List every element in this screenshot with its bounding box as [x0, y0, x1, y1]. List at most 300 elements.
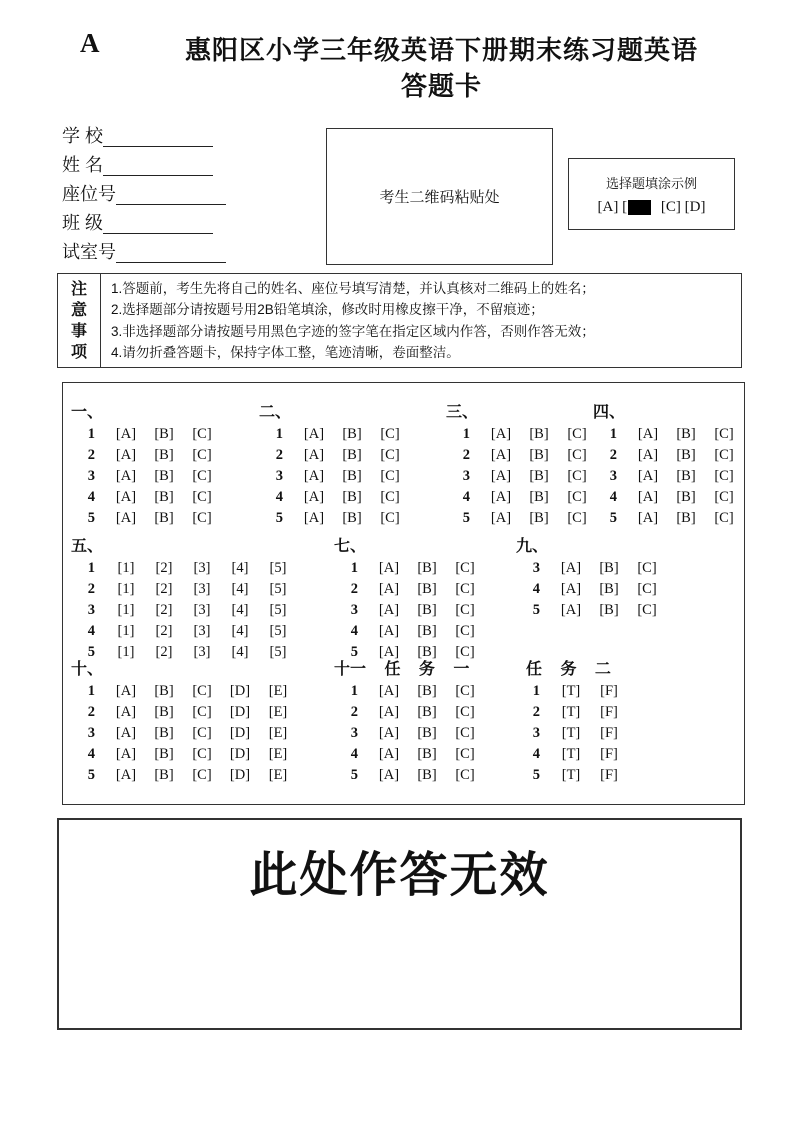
answer-bubble[interactable]: [1] [117, 560, 135, 576]
answer-bubble[interactable]: [C] [714, 510, 734, 526]
answer-bubble[interactable]: [5] [269, 644, 287, 660]
answer-row [334, 579, 484, 600]
answer-bubble[interactable]: [A] [115, 426, 137, 442]
answer-bubble[interactable]: [D] [229, 725, 251, 741]
answer-bubble[interactable]: [F] [600, 725, 618, 741]
notice-label-char: 项 [70, 343, 87, 361]
answer-row [259, 487, 409, 508]
student-field-label: 座位号 [62, 184, 116, 204]
answer-bubble[interactable]: [A] [490, 489, 512, 505]
question-number: 2 [87, 581, 95, 597]
answer-bubble[interactable]: [A] [115, 468, 137, 484]
question-number: 2 [275, 447, 283, 463]
section-title: 四、 [593, 404, 626, 421]
answer-bubble[interactable]: [C] [567, 447, 587, 463]
answer-bubble[interactable]: [A] [378, 581, 400, 597]
question-number: 3 [609, 468, 617, 484]
question-number: 4 [87, 623, 95, 639]
question-number: 4 [87, 746, 95, 762]
answer-bubble[interactable]: [B] [417, 602, 437, 618]
section-title: 十、 [71, 661, 104, 678]
answer-bubble[interactable]: [B] [417, 725, 437, 741]
answer-bubble[interactable]: [A] [115, 746, 137, 762]
question-number: 2 [87, 704, 95, 720]
answer-section [516, 658, 628, 786]
answer-bubble[interactable]: [B] [154, 468, 174, 484]
answer-bubble[interactable]: [2] [155, 602, 173, 618]
question-number: 2 [609, 447, 617, 463]
answer-row [334, 621, 484, 642]
question-number: 5 [87, 510, 95, 526]
answer-bubble[interactable]: [1] [117, 602, 135, 618]
answer-bubble[interactable]: [C] [192, 489, 212, 505]
answer-section [71, 658, 297, 786]
answer-bubble[interactable]: [A] [490, 426, 512, 442]
section-title: 二、 [259, 404, 292, 421]
question-number: 1 [87, 560, 95, 576]
answer-bubble[interactable]: [B] [599, 560, 619, 576]
answer-bubble[interactable]: [C] [567, 426, 587, 442]
answer-bubble[interactable]: [C] [455, 560, 475, 576]
question-number: 5 [609, 510, 617, 526]
answer-bubble[interactable]: [2] [155, 644, 173, 660]
answer-bubble[interactable]: [C] [192, 426, 212, 442]
notice-label-char: 注 [70, 280, 87, 298]
answer-bubble[interactable]: [3] [193, 623, 211, 639]
fill-example-suffix: [C] [D] [657, 198, 706, 215]
question-number: 4 [532, 581, 540, 597]
answer-bubble[interactable]: [A] [637, 489, 659, 505]
answer-row [71, 765, 297, 786]
answer-section [71, 535, 297, 663]
question-number: 2 [87, 447, 95, 463]
answer-section [516, 535, 666, 621]
question-number: 3 [87, 602, 95, 618]
answer-bubble[interactable]: [F] [600, 767, 618, 783]
answer-bubble[interactable]: [A] [378, 644, 400, 660]
answer-bubble[interactable]: [E] [268, 767, 288, 783]
question-number: 1 [462, 426, 470, 442]
answer-section [71, 401, 221, 529]
answer-bubble[interactable]: [C] [455, 767, 475, 783]
question-number: 2 [462, 447, 470, 463]
answer-bubble[interactable]: [B] [417, 704, 437, 720]
section-title: 十一 任 务 一 [334, 661, 470, 678]
answer-row [516, 765, 628, 786]
answer-bubble[interactable]: [C] [380, 489, 400, 505]
answer-bubble[interactable]: [A] [378, 725, 400, 741]
answer-bubble[interactable]: [C] [192, 746, 212, 762]
answer-row [516, 579, 666, 600]
answer-bubble[interactable]: [A] [637, 426, 659, 442]
answer-bubble[interactable]: [A] [378, 560, 400, 576]
answer-bubble[interactable]: [4] [231, 644, 249, 660]
answer-row [593, 508, 743, 529]
answer-bubble[interactable]: [B] [676, 510, 696, 526]
answer-bubble[interactable]: [C] [714, 426, 734, 442]
question-number: 4 [462, 489, 470, 505]
page-title-line1: 惠阳区小学三年级英语下册期末练习题英语 [184, 35, 698, 65]
answer-bubble[interactable]: [4] [231, 602, 249, 618]
answer-bubble[interactable]: [B] [417, 746, 437, 762]
answer-row [71, 424, 221, 445]
answer-bubble[interactable]: [C] [455, 644, 475, 660]
answer-row [259, 466, 409, 487]
answer-row [71, 744, 297, 765]
answer-bubble[interactable]: [B] [154, 704, 174, 720]
answer-row [71, 579, 297, 600]
answer-bubble[interactable]: [C] [192, 767, 212, 783]
question-number: 3 [87, 468, 95, 484]
answer-row [71, 702, 297, 723]
answer-bubble[interactable]: [B] [676, 426, 696, 442]
answer-row [71, 445, 221, 466]
question-number: 1 [275, 426, 283, 442]
answer-bubble[interactable]: [5] [269, 581, 287, 597]
answer-row [446, 424, 596, 445]
answer-bubble[interactable]: [C] [455, 602, 475, 618]
answer-bubble[interactable]: [A] [115, 704, 137, 720]
answer-row [334, 558, 484, 579]
answer-bubble[interactable]: [A] [378, 746, 400, 762]
notice-label-char: 事 [70, 322, 87, 340]
fill-example-prefix: [A] [ [597, 198, 628, 215]
answer-row [593, 466, 743, 487]
invalid-answer-text: 此处作答无效 [249, 849, 550, 902]
student-field-write-line[interactable] [103, 214, 213, 234]
answer-row [516, 681, 628, 702]
question-number: 1 [87, 426, 95, 442]
answer-bubble[interactable]: [B] [342, 426, 362, 442]
answer-row [259, 445, 409, 466]
question-number: 1 [350, 560, 358, 576]
question-number: 1 [532, 683, 540, 699]
answer-bubble[interactable]: [A] [303, 468, 325, 484]
answer-row [334, 744, 484, 765]
answer-bubble[interactable]: [B] [417, 644, 437, 660]
answer-bubble[interactable]: [A] [637, 468, 659, 484]
answer-bubble[interactable]: [A] [115, 725, 137, 741]
answer-row [334, 600, 484, 621]
question-number: 5 [87, 767, 95, 783]
answer-bubble[interactable]: [2] [155, 581, 173, 597]
answer-bubble[interactable]: [D] [229, 683, 251, 699]
student-field-row [62, 234, 226, 263]
question-number: 2 [350, 704, 358, 720]
answer-bubble[interactable]: [B] [154, 725, 174, 741]
answer-section [446, 401, 596, 529]
answer-bubble[interactable]: [B] [676, 447, 696, 463]
answer-bubble[interactable]: [B] [154, 426, 174, 442]
student-field-row [62, 176, 226, 205]
answer-bubble[interactable]: [F] [600, 704, 618, 720]
answer-bubble[interactable]: [C] [714, 447, 734, 463]
question-number: 1 [350, 683, 358, 699]
answer-grid [62, 382, 745, 805]
question-number: 4 [609, 489, 617, 505]
answer-bubble[interactable]: [2] [155, 623, 173, 639]
answer-bubble[interactable]: [A] [490, 510, 512, 526]
answer-bubble[interactable]: [5] [269, 560, 287, 576]
student-field-row [62, 118, 226, 147]
question-number: 5 [87, 644, 95, 660]
answer-bubble[interactable]: [5] [269, 602, 287, 618]
answer-bubble[interactable]: [B] [529, 426, 549, 442]
answer-bubble[interactable]: [B] [154, 489, 174, 505]
answer-bubble[interactable]: [C] [455, 623, 475, 639]
student-info-fields [62, 118, 226, 263]
question-number: 4 [275, 489, 283, 505]
answer-row [516, 600, 666, 621]
answer-bubble[interactable]: [C] [380, 510, 400, 526]
question-number: 3 [87, 725, 95, 741]
answer-bubble[interactable]: [D] [229, 704, 251, 720]
page-title [90, 32, 793, 104]
answer-bubble[interactable]: [C] [455, 725, 475, 741]
answer-row [71, 508, 221, 529]
question-number: 3 [350, 602, 358, 618]
answer-bubble[interactable]: [4] [231, 560, 249, 576]
answer-bubble[interactable]: [B] [154, 510, 174, 526]
question-number: 5 [350, 767, 358, 783]
answer-bubble[interactable]: [B] [417, 623, 437, 639]
answer-bubble[interactable]: [A] [303, 447, 325, 463]
answer-row [446, 508, 596, 529]
answer-bubble[interactable]: [T] [561, 704, 581, 720]
question-number: 5 [350, 644, 358, 660]
question-number: 3 [350, 725, 358, 741]
filled-bubble-example [628, 200, 651, 215]
answer-bubble[interactable]: [A] [378, 767, 400, 783]
answer-bubble[interactable]: [C] [380, 468, 400, 484]
answer-row [259, 508, 409, 529]
notice-label [58, 274, 101, 367]
invalid-answer-area [57, 818, 742, 1030]
answer-bubble[interactable]: [B] [417, 560, 437, 576]
answer-bubble[interactable]: [C] [714, 468, 734, 484]
student-field-write-line[interactable] [103, 127, 213, 147]
answer-bubble[interactable]: [A] [115, 510, 137, 526]
student-field-write-line[interactable] [103, 156, 213, 176]
answer-section [259, 401, 409, 529]
answer-row [446, 445, 596, 466]
answer-bubble[interactable]: [C] [192, 510, 212, 526]
answer-bubble[interactable]: [A] [637, 447, 659, 463]
answer-bubble[interactable]: [A] [115, 447, 137, 463]
answer-bubble[interactable]: [C] [567, 510, 587, 526]
answer-bubble[interactable]: [B] [529, 447, 549, 463]
answer-row [446, 466, 596, 487]
answer-section [593, 401, 743, 529]
question-number: 4 [350, 746, 358, 762]
question-number: 5 [532, 767, 540, 783]
answer-bubble[interactable]: [T] [561, 767, 581, 783]
notice-item: 1.答题前，考生先将自己的姓名、座位号填写清楚，并认真核对二维码上的姓名； [111, 280, 595, 296]
answer-bubble[interactable]: [C] [380, 426, 400, 442]
answer-section [334, 658, 484, 786]
answer-bubble[interactable]: [B] [417, 767, 437, 783]
answer-row [334, 681, 484, 702]
question-number: 3 [532, 725, 540, 741]
answer-bubble[interactable]: [3] [193, 602, 211, 618]
answer-bubble[interactable]: [1] [117, 644, 135, 660]
answer-bubble[interactable]: [C] [455, 683, 475, 699]
answer-bubble[interactable]: [C] [567, 468, 587, 484]
exam-version-letter: A [80, 28, 100, 58]
answer-bubble[interactable]: [E] [268, 725, 288, 741]
answer-bubble[interactable]: [4] [231, 581, 249, 597]
answer-row [259, 424, 409, 445]
answer-bubble[interactable]: [B] [342, 447, 362, 463]
answer-row [593, 424, 743, 445]
page-title-line2: 答题卡 [400, 71, 482, 101]
notice-items [101, 274, 741, 367]
answer-bubble[interactable]: [T] [561, 746, 581, 762]
answer-bubble[interactable]: [4] [231, 623, 249, 639]
student-field-label: 学 校 [62, 126, 104, 146]
answer-row [71, 621, 297, 642]
answer-bubble[interactable]: [3] [193, 581, 211, 597]
student-field-row [62, 205, 226, 234]
answer-bubble[interactable]: [B] [154, 447, 174, 463]
answer-bubble[interactable]: [1] [117, 623, 135, 639]
answer-bubble[interactable]: [B] [342, 489, 362, 505]
answer-bubble[interactable]: [C] [455, 746, 475, 762]
answer-bubble[interactable]: [B] [417, 581, 437, 597]
question-number: 2 [350, 581, 358, 597]
question-number: 4 [532, 746, 540, 762]
answer-bubble[interactable]: [B] [154, 683, 174, 699]
answer-bubble[interactable]: [B] [599, 602, 619, 618]
answer-row [71, 558, 297, 579]
answer-bubble[interactable]: [A] [378, 623, 400, 639]
answer-bubble[interactable]: [B] [342, 468, 362, 484]
answer-bubble[interactable]: [1] [117, 581, 135, 597]
section-title: 七、 [334, 538, 367, 555]
answer-bubble[interactable]: [B] [676, 489, 696, 505]
answer-bubble[interactable]: [B] [529, 510, 549, 526]
answer-bubble[interactable]: [C] [380, 447, 400, 463]
answer-row [446, 487, 596, 508]
answer-bubble[interactable]: [D] [229, 746, 251, 762]
question-number: 5 [275, 510, 283, 526]
answer-bubble[interactable]: [A] [490, 447, 512, 463]
answer-bubble[interactable]: [C] [714, 489, 734, 505]
answer-bubble[interactable]: [B] [529, 489, 549, 505]
notice-item: 4.请勿折叠答题卡，保持字体工整，笔迹清晰，卷面整洁。 [111, 345, 460, 360]
answer-bubble[interactable]: [B] [417, 683, 437, 699]
answer-bubble[interactable]: [C] [567, 489, 587, 505]
question-number: 3 [275, 468, 283, 484]
answer-bubble[interactable]: [C] [455, 581, 475, 597]
question-number: 5 [532, 602, 540, 618]
answer-row [516, 702, 628, 723]
answer-bubble[interactable]: [A] [303, 489, 325, 505]
answer-bubble[interactable]: [C] [455, 704, 475, 720]
answer-bubble[interactable]: [C] [637, 560, 657, 576]
answer-bubble[interactable]: [C] [637, 602, 657, 618]
answer-bubble[interactable]: [A] [378, 704, 400, 720]
answer-bubble[interactable]: [C] [192, 683, 212, 699]
answer-row [71, 723, 297, 744]
answer-bubble[interactable]: [B] [676, 468, 696, 484]
answer-bubble[interactable]: [C] [192, 447, 212, 463]
question-number: 4 [87, 489, 95, 505]
question-number: 4 [350, 623, 358, 639]
student-field-label: 班 级 [62, 213, 104, 233]
answer-bubble[interactable]: [T] [561, 725, 581, 741]
answer-bubble[interactable]: [B] [342, 510, 362, 526]
answer-bubble[interactable]: [5] [269, 623, 287, 639]
answer-bubble[interactable]: [F] [600, 746, 618, 762]
answer-bubble[interactable]: [3] [193, 644, 211, 660]
answer-bubble[interactable]: [C] [192, 725, 212, 741]
answer-bubble[interactable]: [T] [561, 683, 581, 699]
answer-row [71, 681, 297, 702]
question-number: 5 [462, 510, 470, 526]
answer-bubble[interactable]: [A] [378, 602, 400, 618]
notice-label-char: 意 [70, 301, 87, 319]
answer-bubble[interactable]: [A] [115, 767, 137, 783]
section-title: 一、 [71, 404, 104, 421]
answer-bubble[interactable]: [A] [115, 489, 137, 505]
answer-bubble[interactable]: [2] [155, 560, 173, 576]
answer-bubble[interactable]: [A] [303, 426, 325, 442]
answer-row [516, 744, 628, 765]
answer-bubble[interactable]: [C] [192, 468, 212, 484]
answer-bubble[interactable]: [B] [529, 468, 549, 484]
answer-row [593, 487, 743, 508]
question-number: 1 [87, 683, 95, 699]
answer-bubble[interactable]: [A] [560, 560, 582, 576]
question-number: 1 [609, 426, 617, 442]
student-field-write-line[interactable] [116, 185, 226, 205]
answer-row [71, 600, 297, 621]
answer-bubble[interactable]: [3] [193, 560, 211, 576]
fill-example-title: 选择题填涂示例 [605, 175, 697, 191]
answer-section [334, 535, 484, 663]
fill-example-tokens [598, 199, 706, 216]
answer-bubble[interactable]: [A] [115, 683, 137, 699]
answer-row [334, 723, 484, 744]
answer-row [71, 487, 221, 508]
answer-bubble[interactable]: [E] [268, 746, 288, 762]
answer-bubble[interactable]: [A] [490, 468, 512, 484]
answer-bubble[interactable]: [E] [268, 683, 288, 699]
answer-bubble[interactable]: [A] [378, 683, 400, 699]
answer-bubble[interactable]: [A] [560, 581, 582, 597]
student-field-write-line[interactable] [116, 243, 226, 263]
answer-bubble[interactable]: [F] [600, 683, 618, 699]
student-field-label: 试室号 [62, 242, 116, 262]
notice-box [57, 273, 742, 368]
answer-row [334, 765, 484, 786]
answer-bubble[interactable]: [C] [192, 704, 212, 720]
qr-code-paste-label: 考生二维码粘贴处 [379, 189, 500, 206]
answer-bubble[interactable]: [E] [268, 704, 288, 720]
answer-bubble[interactable]: [B] [154, 746, 174, 762]
answer-bubble[interactable]: [B] [154, 767, 174, 783]
answer-bubble[interactable]: [A] [637, 510, 659, 526]
answer-bubble[interactable]: [C] [637, 581, 657, 597]
answer-bubble[interactable]: [D] [229, 767, 251, 783]
answer-row [593, 445, 743, 466]
section-title: 三、 [446, 404, 479, 421]
answer-bubble[interactable]: [A] [560, 602, 582, 618]
answer-bubble[interactable]: [B] [599, 581, 619, 597]
answer-bubble[interactable]: [A] [303, 510, 325, 526]
answer-row [334, 702, 484, 723]
